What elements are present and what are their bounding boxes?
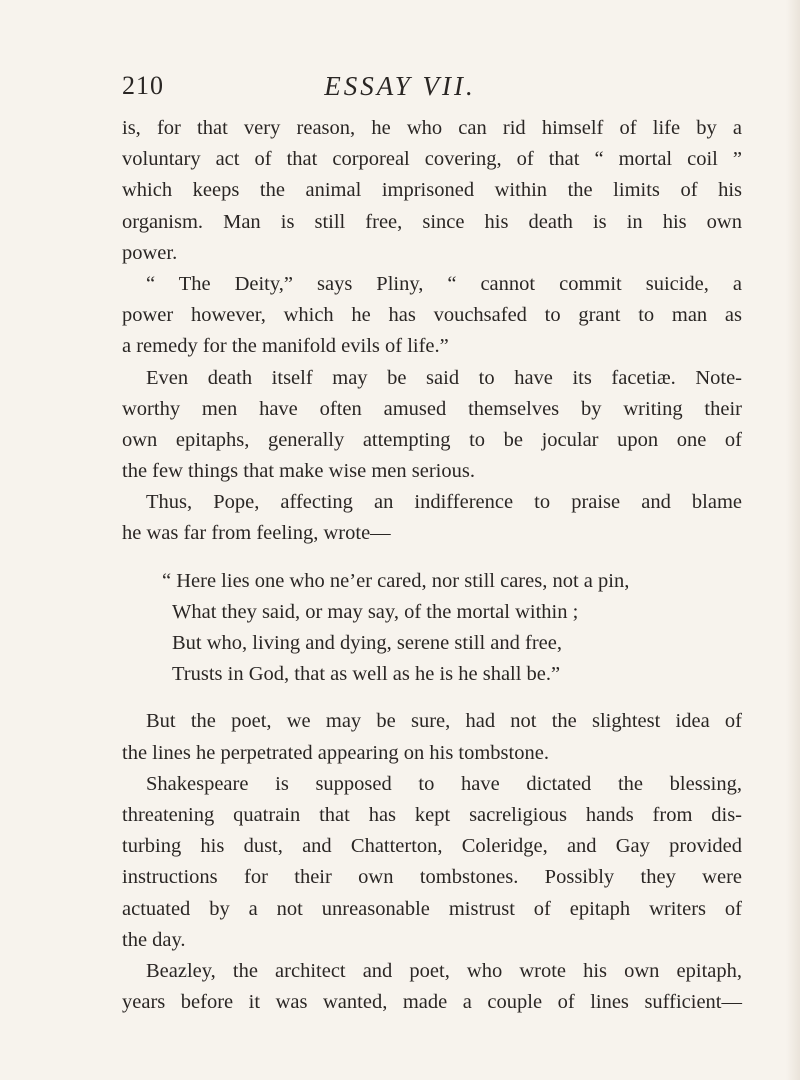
text-line: Shakespeare is supposed to have dictated the blessing, [146,772,742,795]
text-line: Beazley, the architect and poet, who wrote his own epitaph, [146,959,742,982]
text-line: a remedy for the manifold evils of life.” [122,335,449,358]
text-line: power however, which he has vouchsafed to grant to man as [122,304,742,327]
text-line: the lines he perpetrated appearing on his tombstone. [122,741,549,764]
verse-line: But who, living and dying, serene still and free, [172,632,562,654]
verse-line: Trusts in God, that as well as he is he shall be.” [172,663,561,686]
text-line: which keeps the animal imprisoned within the limits of his [122,179,742,202]
text-line: instructions for their own tombstones. Possibly they were [122,866,742,889]
text-line: he was far from feeling, wrote— [122,522,391,545]
page-header [0,66,800,106]
text-line: is, for that very reason, he who can rid himself of life by a [122,117,742,139]
text-line: “ The Deity,” says Pliny, “ cannot commit suicide, a [146,272,742,295]
text-line: voluntary act of that corporeal covering, of that “ mortal coil ” [122,148,742,171]
text-line: power. [122,241,178,264]
text-line: Thus, Pope, affecting an indifference to praise and blame [146,491,742,514]
running-head: ESSAY VII. [324,71,476,101]
text-line: turbing his dust, and Chatterton, Coleridge, and Gay provided [122,835,742,858]
page-number: 210 [122,71,164,100]
text-line: actuated by a not unreasonable mistrust of epitaph writers of [122,897,742,920]
verse-spacer [122,550,742,566]
page-edge-shadow [786,0,800,1080]
text-line: years before it was wanted, made a couple of lines sufficient— [122,991,742,1014]
text-line: threatening quatrain that has kept sacreligious hands from dis- [122,803,742,826]
text-line: worthy men have often amused themselves by writing their [122,397,742,420]
verse-line: “ Here lies one who ne’er cared, nor still cares, not a pin, [162,569,630,592]
text-line: own epitaphs, generally attempting to be jocular upon one of [122,428,742,451]
body-text [122,113,742,1018]
text-line: But the poet, we may be sure, had not the slightest idea of [146,710,742,733]
text-line: the day. [122,928,186,951]
text-line: organism. Man is still free, since his death is in his own [122,210,742,233]
verse-spacer [122,690,742,706]
text-line: the few things that make wise men serious. [122,460,475,483]
verse-line: What they said, or may say, of the mortal within ; [172,600,579,623]
epitaph-verse [122,566,742,691]
text-line: Even death itself may be said to have its facetiæ. Note- [146,366,742,389]
